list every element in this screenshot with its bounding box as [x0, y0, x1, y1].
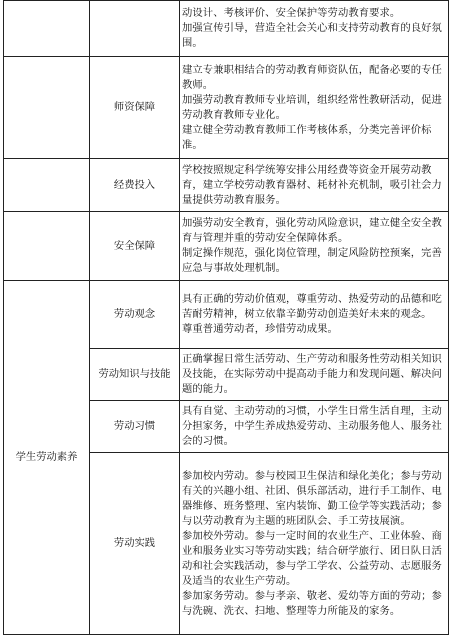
table-cell-empty	[4, 1, 90, 57]
paragraph: 加强宣传引导，营造全社会关心和支持劳动教育的良好氛围。	[182, 22, 442, 49]
table-row	[4, 1, 449, 57]
paragraph: 加强劳动安全教育，强化劳动风险意识，建立健全安全教育与管理并重的劳动安全保障体系。	[182, 217, 442, 244]
table-cell-empty	[4, 57, 90, 159]
table-cell-content	[180, 453, 449, 635]
table-cell-content	[180, 159, 449, 212]
paragraph: 具有正确的劳动价值观，尊重劳动、热爱劳动的品德和吃苦耐劳精神，树立依靠辛勤劳动创造美好未来的观念。	[182, 293, 442, 320]
paragraph: 动设计、考核评价、安全保护等劳动教育要求。	[182, 7, 401, 19]
paragraph: 学校按照规定科学统筹安排公用经费等资金开展劳动教育，建立学校劳动教育器材、耗材补充机制，吸引社会力量提供劳动教育服务。	[182, 163, 442, 206]
paragraph: 具有自觉、主动劳动的习惯，小学生日常生活自理，主动分担家务，中学生养成热爱劳动、主动服务他人、服务社会的习惯。	[182, 405, 442, 447]
table-cell-indicator: 劳动习惯	[90, 401, 180, 453]
table-cell-content	[180, 281, 449, 349]
table-cell-indicator: 师资保障	[90, 57, 180, 159]
paragraph: 制定操作规范，强化岗位管理，制定风险防控预案，完善应急与事故处理机制。	[182, 247, 442, 274]
table-cell-content	[180, 401, 449, 453]
table-cell-indicator: 安全保障	[90, 212, 180, 281]
table-cell-empty	[4, 212, 90, 281]
table-cell-empty	[4, 159, 90, 212]
table-row	[4, 159, 449, 212]
table-cell-indicator: 劳动实践	[90, 453, 180, 635]
paragraph: 尊重普通劳动者，珍惜劳动成果。	[182, 323, 338, 335]
evaluation-table	[3, 0, 449, 635]
table-cell-content	[180, 1, 449, 57]
paragraph: 参加校外劳动。参与一定时间的农业生产、工业体验、商业和服务业实习等劳动实践；结合研学旅行、团日队日活动和社会实践活动，参与学工学农、公益劳动、志愿服务及适当的农业生产劳动。	[182, 529, 442, 587]
table-row	[4, 281, 449, 349]
table-cell-empty	[90, 1, 180, 57]
table-row	[4, 57, 449, 159]
table-cell-indicator: 经费投入	[90, 159, 180, 212]
table-cell-content	[180, 57, 449, 159]
table-row	[4, 212, 449, 281]
table-cell-category: 学生劳动素养	[4, 281, 90, 635]
paragraph: 正确掌握日常生活劳动、生产劳动和服务性劳动相关知识及技能，在实际劳动中提高动手能力和发现问题、解决问题的能力。	[182, 353, 442, 395]
table-cell-content	[180, 349, 449, 401]
paragraph: 建立专兼职相结合的劳动教育师资队伍，配备必要的专任教师。	[182, 63, 442, 91]
paragraph: 参加家务劳动。参与孝亲、敬老、爱幼等方面的劳动；参与洗碗、洗衣、扫地、整理等力所能及的家务。	[182, 589, 442, 617]
table-cell-content	[180, 212, 449, 281]
table-cell-indicator: 劳动观念	[90, 281, 180, 349]
paragraph: 加强劳动教育教师专业培训，组织经常性教研活动，促进劳动教育教师专业化。	[182, 93, 442, 121]
paragraph: 参加校内劳动。参与校园卫生保洁和绿化美化；参与劳动有关的兴趣小组、社团、俱乐部活动，进行手工制作、电器维修、班务整理、室内装饰、勤工俭学等实践活动；参与以劳动教育为主题的班团队会、手工劳技展演。	[182, 469, 442, 527]
paragraph: 建立健全劳动教育教师工作考核体系，分类完善评价标准。	[182, 123, 432, 151]
table-cell-indicator: 劳动知识与技能	[90, 349, 180, 401]
